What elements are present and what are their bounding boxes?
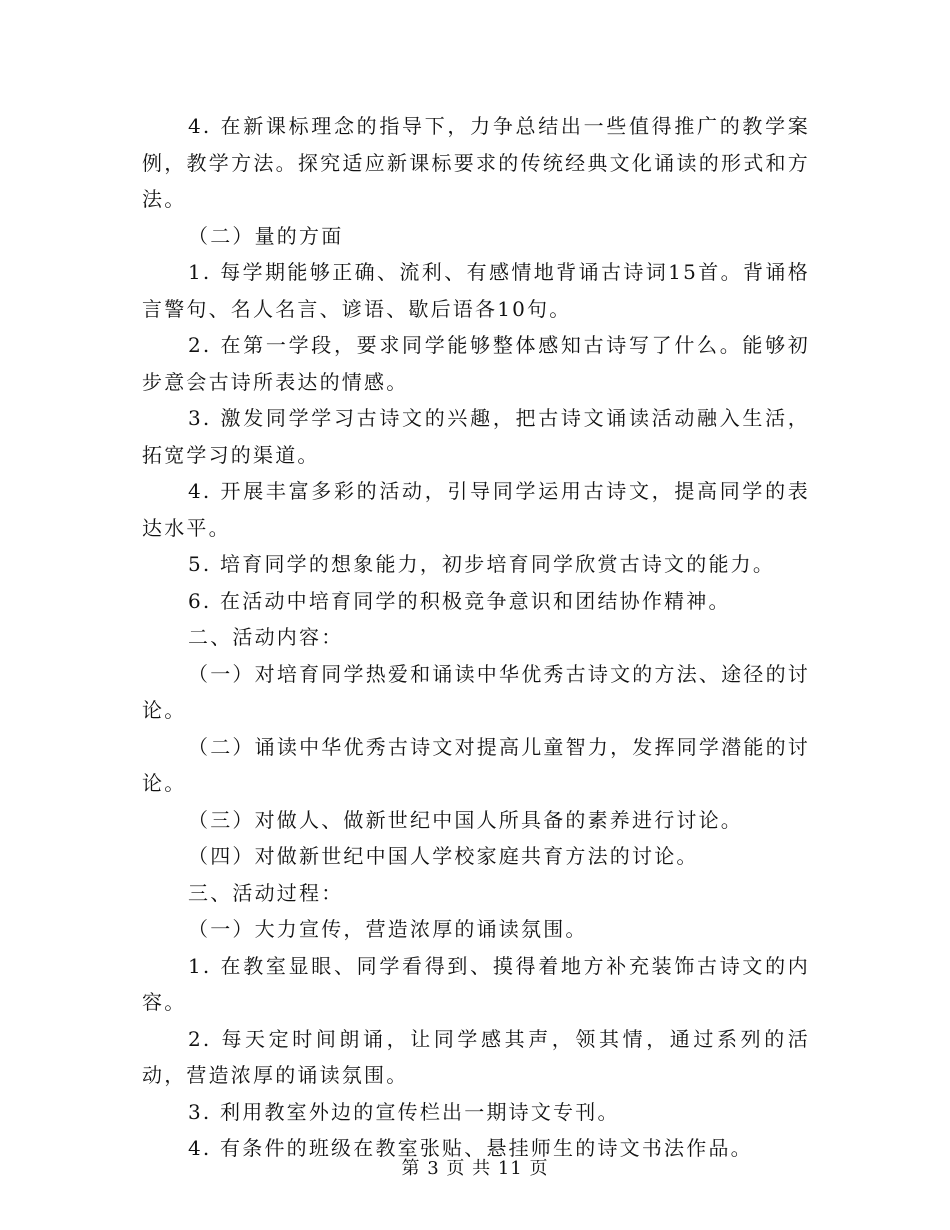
section-heading: 二、活动内容： xyxy=(188,625,344,649)
paragraph: （二）诵读中华优秀古诗文对提高儿童智力，发挥同学潜能的讨论。 xyxy=(142,734,810,795)
paragraph: 6. 在活动中培育同学的积极竞争意识和团结协作精神。 xyxy=(188,588,731,613)
document-body xyxy=(142,108,810,1167)
paragraph: （四）对做新世纪中国人学校家庭共育方法的讨论。 xyxy=(188,844,699,868)
paragraph: （三）对做人、做新世纪中国人所具备的素养进行讨论。 xyxy=(188,807,743,832)
paragraph: 4. 开展丰富多彩的活动，引导同学运用古诗文，提高同学的表达水平。 xyxy=(142,479,810,540)
page-number-footer: 第 3 页 共 11 页 xyxy=(401,1158,549,1179)
section-heading: （二）量的方面 xyxy=(188,223,344,248)
paragraph: 2. 每天定时间朗诵，让同学感其声，领其情，通过系列的活动，营造浓厚的诵读氛围。 xyxy=(142,1026,810,1087)
paragraph: 4. 在新课标理念的指导下，力争总结出一些值得推广的教学案例，教学方法。探究适应新课标要求的传统经典文化诵读的形式和方法。 xyxy=(142,114,810,211)
section-heading: 三、活动过程： xyxy=(188,880,344,905)
paragraph: 2. 在第一学段，要求同学能够整体感知古诗写了什么。能够初步意会古诗所表达的情感。 xyxy=(142,333,810,394)
paragraph: 3. 激发同学学习古诗文的兴趣，把古诗文诵读活动融入生活，拓宽学习的渠道。 xyxy=(142,406,810,467)
subsection-heading: （一）大力宣传，营造浓厚的诵读氛围。 xyxy=(188,917,588,941)
paragraph: 5. 培育同学的想象能力，初步培育同学欣赏古诗文的能力。 xyxy=(188,552,776,576)
paragraph: 3. 利用教室外边的宣传栏出一期诗文专刊。 xyxy=(188,1099,620,1124)
paragraph: 1. 在教室显眼、同学看得到、摸得着地方补充装饰古诗文的内容。 xyxy=(142,953,810,1014)
paragraph: 4. 有条件的班级在教室张贴、悬挂师生的诗文书法作品。 xyxy=(188,1136,753,1160)
paragraph: （一）对培育同学热爱和诵读中华优秀古诗文的方法、途径的讨论。 xyxy=(142,661,810,722)
paragraph: 1. 每学期能够正确、流利、有感情地背诵古诗词15首。背诵格言警句、名人名言、谚语、歇后语各10句。 xyxy=(142,260,810,321)
